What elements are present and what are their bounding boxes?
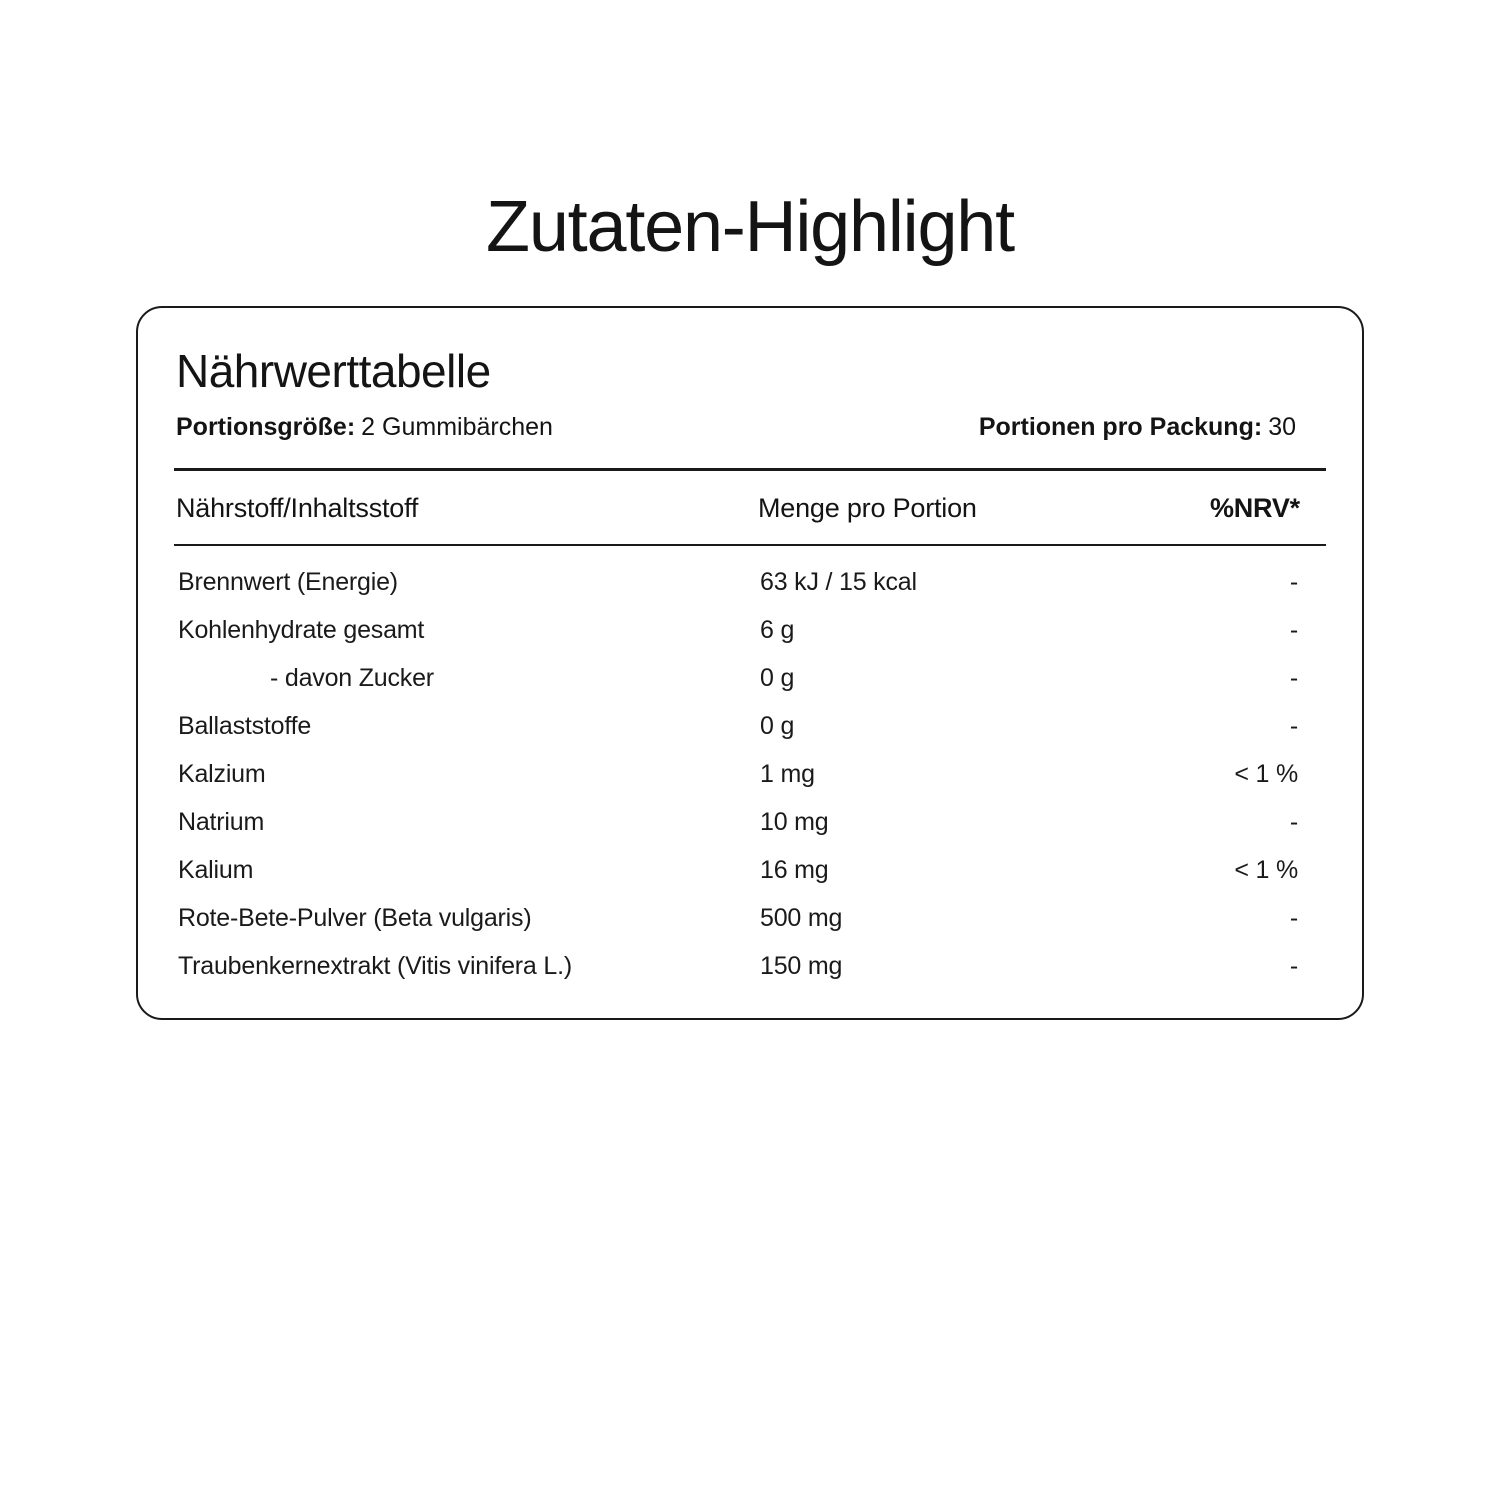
serving-size-value: 2 Gummibärchen (361, 413, 553, 442)
table-row (174, 846, 1326, 894)
nutrition-table-header (174, 471, 1326, 544)
nutrition-table-body (174, 558, 1326, 990)
row-nrv: - (1289, 951, 1298, 980)
row-amount: 0 g (760, 663, 795, 692)
row-amount: 16 mg (760, 855, 829, 884)
table-row (174, 558, 1326, 606)
serving-info-row (174, 405, 1326, 442)
row-nrv: - (1289, 663, 1298, 692)
page-title: Zutaten-Highlight (486, 187, 1014, 268)
row-amount: 63 kJ / 15 kcal (760, 567, 917, 596)
row-nutrient: Rote-Bete-Pulver (Beta vulgaris) (178, 903, 532, 932)
nutrition-facts-card (136, 306, 1364, 1020)
table-row (174, 654, 1326, 702)
spacer (174, 546, 1326, 558)
card-inner (138, 308, 1362, 990)
table-row (174, 942, 1326, 990)
nutrition-table (174, 471, 1326, 544)
row-nutrient: Ballaststoffe (178, 711, 312, 740)
column-header-nutrient: Nährstoff/Inhaltsstoff (176, 492, 419, 523)
table-row (174, 606, 1326, 654)
row-nutrient: Brennwert (Energie) (178, 567, 398, 596)
servings-per-pack-value: 30 (1268, 413, 1296, 442)
servings-per-pack (979, 413, 1296, 442)
row-nutrient: Kohlenhydrate gesamt (178, 615, 425, 644)
serving-size (176, 413, 553, 442)
table-header-row (174, 471, 1326, 544)
nutrition-table-title: Nährwerttabelle (176, 345, 491, 397)
column-header-nrv: %NRV* (1209, 492, 1300, 523)
row-amount: 150 mg (760, 951, 843, 980)
row-nutrient: Kalium (178, 855, 254, 884)
row-nutrient: - davon Zucker (270, 663, 434, 692)
row-amount: 0 g (760, 711, 795, 740)
row-amount: 6 g (760, 615, 795, 644)
row-nrv: - (1289, 903, 1298, 932)
row-nutrient: Kalzium (178, 759, 266, 788)
nutrition-rows (174, 558, 1326, 990)
row-nutrient: Traubenkernextrakt (Vitis vinifera L.) (178, 951, 572, 980)
table-row (174, 702, 1326, 750)
table-row (174, 798, 1326, 846)
serving-size-label: Portionsgröße: (176, 413, 356, 442)
row-nrv: - (1289, 615, 1298, 644)
row-nrv: < 1 % (1234, 855, 1298, 884)
table-row (174, 750, 1326, 798)
row-amount: 1 mg (760, 759, 815, 788)
row-nutrient: Natrium (178, 807, 265, 836)
table-row (174, 894, 1326, 942)
row-nrv: - (1289, 711, 1298, 740)
row-amount: 500 mg (760, 903, 843, 932)
row-nrv: - (1289, 807, 1298, 836)
row-nrv: - (1289, 567, 1298, 596)
servings-per-pack-label: Portionen pro Packung: (978, 413, 1263, 442)
column-header-amount: Menge pro Portion (758, 492, 977, 523)
row-amount: 10 mg (760, 807, 829, 836)
row-nrv: < 1 % (1234, 759, 1298, 788)
